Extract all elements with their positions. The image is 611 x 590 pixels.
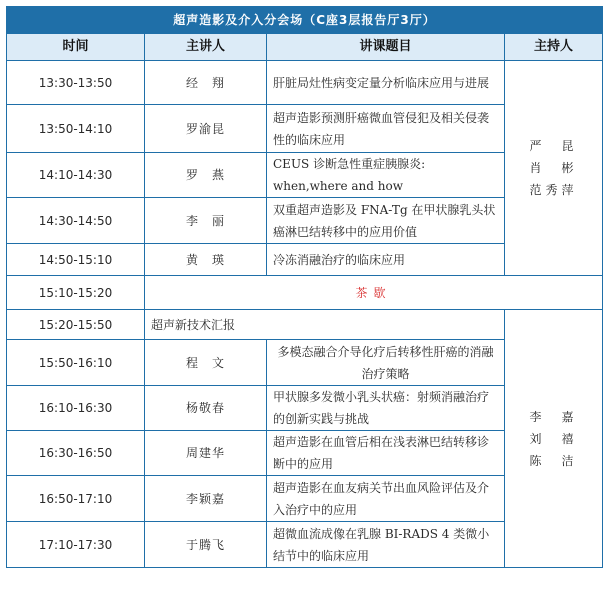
row-topic: 超声造影预测肝癌微血管侵犯及相关侵袭性的临床应用	[267, 105, 505, 153]
row-topic: CEUS 诊断急性重症胰腺炎: when,where and how	[267, 153, 505, 198]
session-banner: 超声造影及介入分会场（C座3层报告厅3厅）	[7, 7, 603, 34]
row-speaker: 于腾飞	[145, 522, 267, 568]
row-time: 14:30-14:50	[7, 198, 145, 244]
section-row	[7, 310, 603, 340]
host-name: 范秀萍	[529, 183, 578, 197]
row-speaker: 周建华	[145, 431, 267, 476]
row-topic: 甲状腺多发微小乳头状癌：射频消融治疗的创新实践与挑战	[267, 386, 505, 431]
header-time: 时间	[7, 34, 145, 61]
schedule-table	[6, 6, 603, 568]
row-speaker: 李 丽	[145, 198, 267, 244]
header-row	[7, 34, 603, 61]
row-time: 17:10-17:30	[7, 522, 145, 568]
break-label: 茶歇	[145, 276, 603, 310]
host-cell-a	[505, 61, 603, 276]
row-time: 13:30-13:50	[7, 61, 145, 105]
host-name: 刘 禧	[529, 431, 578, 446]
row-speaker: 黄 瑛	[145, 244, 267, 276]
row-time: 16:50-17:10	[7, 476, 145, 522]
row-speaker: 经 翔	[145, 61, 267, 105]
host-name: 肖 彬	[529, 161, 578, 175]
row-topic: 多模态融合介导化疗后转移性肝癌的消融治疗策略	[267, 340, 505, 386]
break-row	[7, 276, 603, 310]
row-time: 16:30-16:50	[7, 431, 145, 476]
host-name: 严 昆	[529, 139, 578, 153]
row-time: 14:50-15:10	[7, 244, 145, 276]
row-speaker: 罗渝昆	[145, 105, 267, 153]
row-topic: 冷冻消融治疗的临床应用	[267, 244, 505, 276]
row-topic: 双重超声造影及 FNA-Tg 在甲状腺乳头状癌淋巴结转移中的应用价值	[267, 198, 505, 244]
row-speaker: 罗 燕	[145, 153, 267, 198]
break-time: 15:10-15:20	[7, 276, 145, 310]
row-time: 13:50-14:10	[7, 105, 145, 153]
header-host: 主持人	[505, 34, 603, 61]
row-time: 14:10-14:30	[7, 153, 145, 198]
section-title: 超声新技术汇报	[145, 310, 505, 340]
row-speaker: 杨敬春	[145, 386, 267, 431]
row-topic: 超声造影在血友病关节出血风险评估及介入治疗中的应用	[267, 476, 505, 522]
table-row	[7, 61, 603, 105]
header-topic: 讲课题目	[267, 34, 505, 61]
host-name: 陈 洁	[529, 453, 578, 468]
section-time: 15:20-15:50	[7, 310, 145, 340]
row-speaker: 程 文	[145, 340, 267, 386]
row-speaker: 李颖嘉	[145, 476, 267, 522]
row-topic: 超声造影在血管后相在浅表淋巴结转移诊断中的应用	[267, 431, 505, 476]
row-time: 16:10-16:30	[7, 386, 145, 431]
host-name: 李 嘉	[529, 409, 578, 424]
row-topic: 肝脏局灶性病变定量分析临床应用与进展	[267, 61, 505, 105]
row-time: 15:50-16:10	[7, 340, 145, 386]
host-cell-b	[505, 310, 603, 568]
header-speaker: 主讲人	[145, 34, 267, 61]
row-topic: 超微血流成像在乳腺 BI-RADS 4 类微小结节中的临床应用	[267, 522, 505, 568]
